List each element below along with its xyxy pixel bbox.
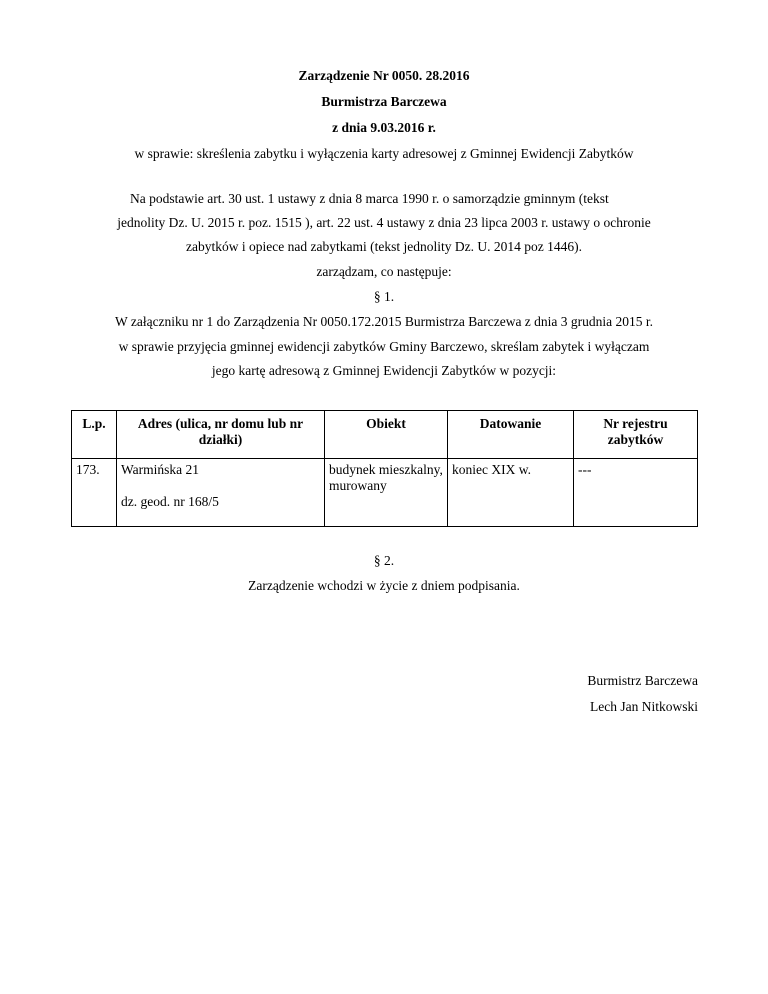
section-1-line-2: w sprawie przyjęcia gminnej ewidencji zabytków Gminy Barczewo, skreślam zabytek i wyłączam xyxy=(118,339,650,354)
section-1-line-3: jego kartę adresową z Gminnej Ewidencji Zabytków w pozycji: xyxy=(211,363,557,378)
cell-registry: --- xyxy=(574,459,698,527)
signature-role: Burmistrz Barczewa xyxy=(587,673,698,688)
table-header-row xyxy=(72,411,698,459)
signature-name: Lech Jan Nitkowski xyxy=(590,699,698,714)
preamble-line-1: Na podstawie art. 30 ust. 1 ustawy z dnia 8 marca 1990 r. o samorządzie gminnym (tekst xyxy=(130,191,609,206)
monument-table xyxy=(71,410,698,527)
document-issuer: Burmistrza Barczewa xyxy=(321,94,447,109)
header-object: Obiekt xyxy=(325,411,448,459)
section-1-line-1: W załączniku nr 1 do Zarządzenia Nr 0050.172.2015 Burmistrza Barczewa z dnia 3 grudnia 2015 r. xyxy=(114,314,654,329)
section-2-text: Zarządzenie wchodzi w życie z dniem podpisania. xyxy=(248,578,520,593)
cell-dating: koniec XIX w. xyxy=(448,459,574,527)
section-2-mark: § 2. xyxy=(373,553,395,568)
address-street: Warmińska 21 xyxy=(121,462,200,477)
table-row xyxy=(72,459,698,527)
header-address: Adres (ulica, nr domu lub nr działki) xyxy=(117,411,325,459)
cell-object: budynek mieszkalny, murowany xyxy=(325,459,448,527)
address-plot: dz. geod. nr 168/5 xyxy=(121,494,219,509)
cell-lp: 173. xyxy=(72,459,117,527)
header-registry: Nr rejestru zabytków xyxy=(574,411,698,459)
preamble-line-2: jednolity Dz. U. 2015 r. poz. 1515 ), art. 22 ust. 4 ustawy z dnia 23 lipca 2003 r. ustawy o ochronie xyxy=(117,215,651,230)
decree-statement: zarządzam, co następuje: xyxy=(316,264,452,279)
header-dating: Datowanie xyxy=(448,411,574,459)
preamble-line-3: zabytków i opiece nad zabytkami (tekst jednolity Dz. U. 2014 poz 1446). xyxy=(186,239,582,254)
header-lp: L.p. xyxy=(72,411,117,459)
cell-address xyxy=(117,459,325,527)
section-1-mark: § 1. xyxy=(373,289,395,304)
document-title: Zarządzenie Nr 0050. 28.2016 xyxy=(298,68,470,83)
document-subject: w sprawie: skreślenia zabytku i wyłączenia karty adresowej z Gminnej Ewidencji Zabytków xyxy=(134,146,634,161)
document-date: z dnia 9.03.2016 r. xyxy=(332,120,436,135)
